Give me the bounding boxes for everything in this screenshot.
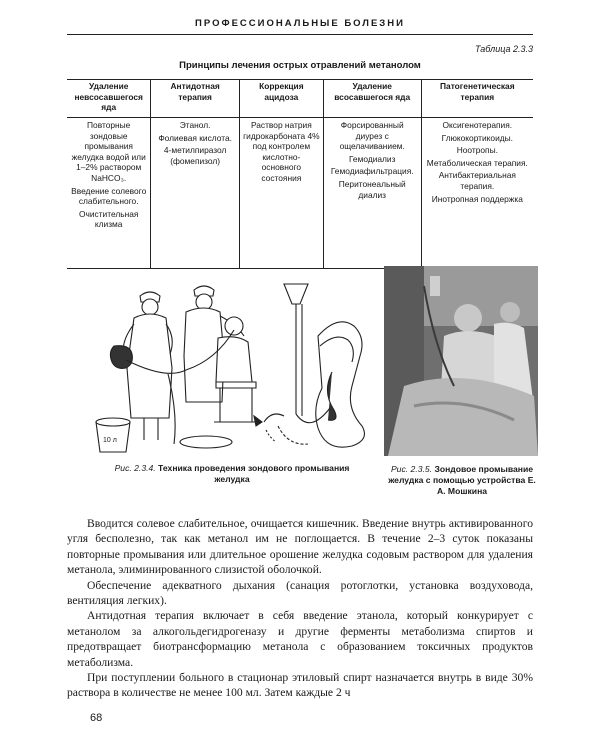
table-cell — [239, 118, 323, 269]
table-cell-item: Очистительная клизма — [78, 208, 139, 230]
table-cell-item: Повторные зондовые промывания желудка водой или 1–2% раствором NaHCO₃. — [71, 120, 146, 183]
bucket-icon — [96, 418, 130, 452]
table-cell-item: Антибактериальная терапия. — [438, 170, 516, 191]
basin-icon — [180, 436, 232, 448]
table-cell-item: 4-метилпиразол (фомепизол) — [163, 145, 227, 166]
figure-moshkin-device-photo — [384, 266, 538, 456]
figure-caption-text: Техника проведения зондового промывания желудка — [158, 463, 350, 484]
paragraph: Обеспечение адекватного дыхания (санация ротоглотки, установка воздуховода, вентиляция легких). — [67, 578, 533, 608]
figure-label: Рис. 2.3.5. — [390, 464, 433, 474]
table-cell-item: Этанол. — [179, 120, 211, 130]
treatment-table — [67, 79, 533, 269]
table-cell-item: Оксигенотерапия. — [442, 120, 513, 130]
jug-icon — [110, 346, 132, 369]
table-cell-item: Раствор натрия гидрокарбоната 4% под контролем кислотно-основного состояния — [243, 120, 320, 183]
table-cell-item: Гемодиализ — [348, 153, 396, 164]
paragraph: Антидотная терапия включает в себя введение этанола, который конкурирует с метанолом за алкогольдегидрогеназу и другие ферменты метаболизма спиртов и предотвращает биотрансформацию метанола с образованием токсичных продуктов метаболизма. — [67, 609, 533, 669]
header-rule — [67, 34, 533, 35]
table-cell — [421, 118, 533, 269]
table-cell — [151, 118, 240, 269]
nurse-figure-left — [123, 292, 172, 440]
table-row — [67, 118, 533, 269]
table-cell-item: Ноотропы. — [456, 145, 498, 156]
table-number: Таблица 2.3.3 — [474, 44, 533, 54]
table-header-cell: Коррекция ацидоза — [239, 80, 323, 118]
running-header: ПРОФЕССИОНАЛЬНЫЕ БОЛЕЗНИ — [195, 18, 405, 29]
paragraph: Вводится солевое слабительное, очищается кишечник. Введение внутрь активированного угля бесполезно, так как метанол им не поглощается. В течение 2–3 суток показаны повторные промывания или длительное орошение желудка содовым раствором для удаления метанола, элиминированного слизистой оболочкой. — [67, 517, 533, 577]
stomach-diagram — [254, 284, 364, 447]
body-text — [67, 516, 533, 701]
table-title: Принципы лечения острых отравлений метанолом — [179, 60, 421, 71]
table-cell — [67, 118, 151, 269]
table-cell-item: Введение солевого слабительного. — [71, 185, 147, 207]
figure-lavage-technique-illustration — [88, 276, 368, 456]
bucket-label: 10 л — [103, 437, 117, 444]
table-cell — [323, 118, 421, 269]
table-cell-item: Инотропная поддержка — [431, 193, 523, 204]
table-header-cell: Удаление невсосавшегося яда — [67, 80, 151, 118]
figure-left-caption — [112, 463, 352, 485]
table-cell-item: Форсированный диурез с ощелачиванием. — [339, 120, 405, 152]
table-cell-item: Фолиевая кислота. — [158, 132, 232, 143]
table-cell-item: Гемодиафильтрация. — [330, 166, 414, 177]
paragraph: При поступлении больного в стационар этиловый спирт назначается внутрь в виде 30% раствора в количестве не менее 100 мл. Затем каждые 2 ч — [67, 671, 533, 700]
table-header-cell: Удаление всосавшегося яда — [323, 80, 421, 118]
figure-caption-text: Зондовое промывание желудка с помощью устройства Е. А. Мошкина — [388, 464, 536, 496]
figure-right-caption — [384, 464, 540, 497]
table-header-row — [67, 80, 533, 118]
figure-label: Рис. 2.3.4. — [114, 463, 156, 473]
table-cell-item: Глюкокортикоиды. — [441, 132, 514, 143]
table-cell-item: Метаболическая терапия. — [426, 157, 528, 168]
table-header-cell: Антидотная терапия — [151, 80, 240, 118]
table-cell-item: Перитонеальный диализ — [338, 178, 406, 200]
table-header-cell: Патогенетическая терапия — [421, 80, 533, 118]
page-number: 68 — [90, 712, 103, 724]
